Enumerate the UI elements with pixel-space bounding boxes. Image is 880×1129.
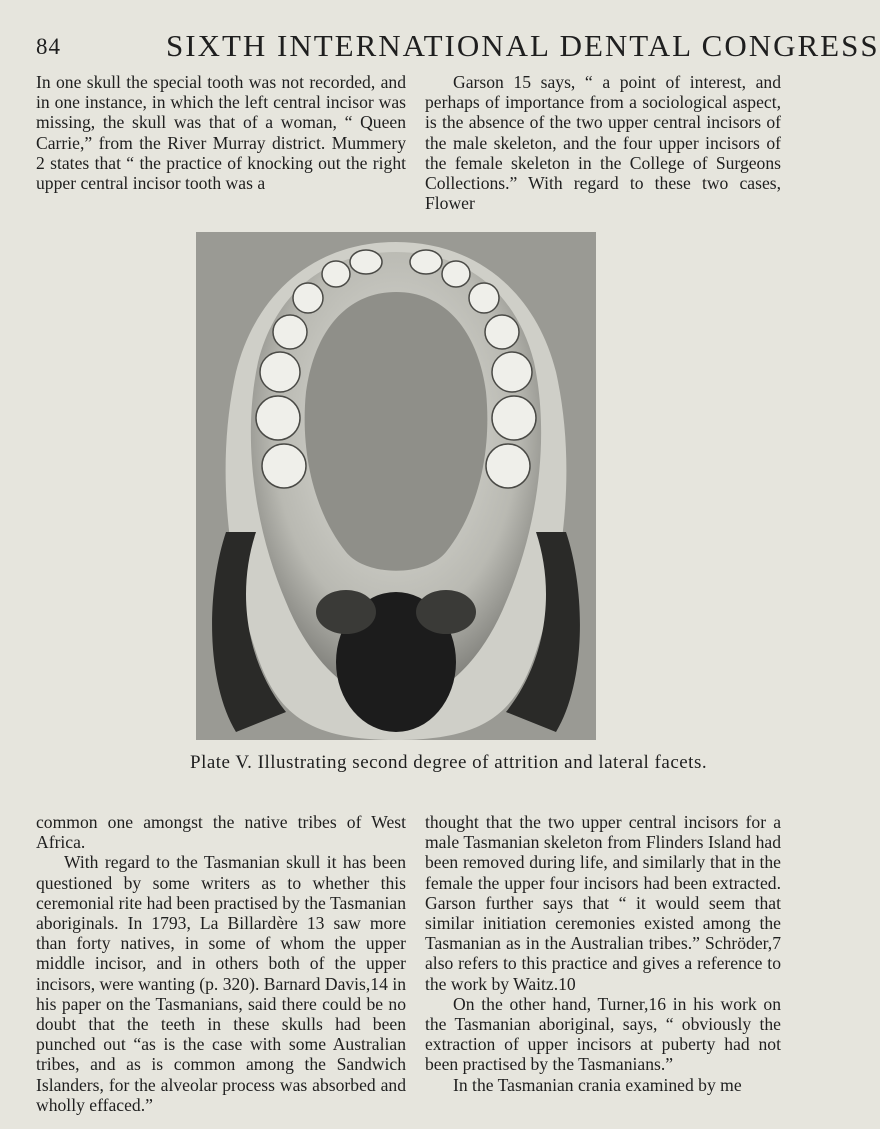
skull-palate-photo	[196, 232, 596, 740]
top-right-column	[425, 72, 781, 213]
condyle-left	[316, 590, 376, 634]
paragraph-bottom-left-2: With regard to the Tasmanian skull it has been questioned by some writers as to whether this ceremonial rite had been practised by the Tasmanian aboriginals. In 1793, La Billardère 13 saw more than forty natives, in some of whom the upper middle incisor, and in others both of the upper incisors, were wanting (p. 320). Barnard Davis,14 in his paper on the Tasmanians, said there could be no doubt that the teeth in these skulls had been punched out “as is the case with some Australian tribes, and as is common among the Sandwich Islanders, for the alveolar process was absorbed and wholly effaced.”	[36, 852, 406, 1115]
bottom-left-column	[36, 812, 406, 1115]
condyle-right	[416, 590, 476, 634]
top-left-column	[36, 72, 406, 193]
plate-caption: Plate V. Illustrating second degree of attrition and lateral facets.	[190, 752, 708, 773]
paragraph-bottom-right-2: On the other hand, Turner,16 in his work on the Tasmanian aboriginal, says, “ obviously the extraction of upper incisors at puberty had not been practised by the Tasmanians.”	[425, 993, 781, 1075]
running-title: SIXTH INTERNATIONAL DENTAL CONGRESS	[166, 28, 880, 63]
palate	[305, 292, 488, 571]
paragraph-top-right: Garson 15 says, “ a point of interest, and perhaps of importance from a sociological aspect, is the absence of the two upper central incisors of the male skeleton, and the four upper incisors of the female skeleton in the College of Surgeons Collections.” With regard to these two cases, Flower	[425, 72, 781, 214]
plate-photo	[196, 232, 596, 740]
paragraph-top-left: In one skull the special tooth was not recorded, and in one instance, in which the left central incisor was missing, the skull was that of a woman, “ Queen Carrie,” from the River Murray district. Mummery 2 states that “ the practice of knocking out the right upper central incisor tooth was a	[36, 72, 406, 194]
bottom-right-column	[425, 812, 781, 1095]
paragraph-bottom-right-3: In the Tasmanian crania examined by me	[453, 1074, 742, 1095]
page-number: 84	[36, 34, 61, 59]
paragraph-bottom-right-1: thought that the two upper central incisors for a male Tasmanian skeleton from Flinders Island had been removed during life, and similarly that in the female the upper four incisors had been extracted. Garson further says that “ it would seem that similar initiation ceremonies existed among the Tasmanian as in the Australian tribes.” Schröder,7 also refers to this practice and gives a reference to the work by Waitz.10	[425, 812, 781, 994]
paragraph-bottom-left-1: common one amongst the native tribes of West Africa.	[36, 812, 406, 853]
page-header	[36, 28, 880, 68]
